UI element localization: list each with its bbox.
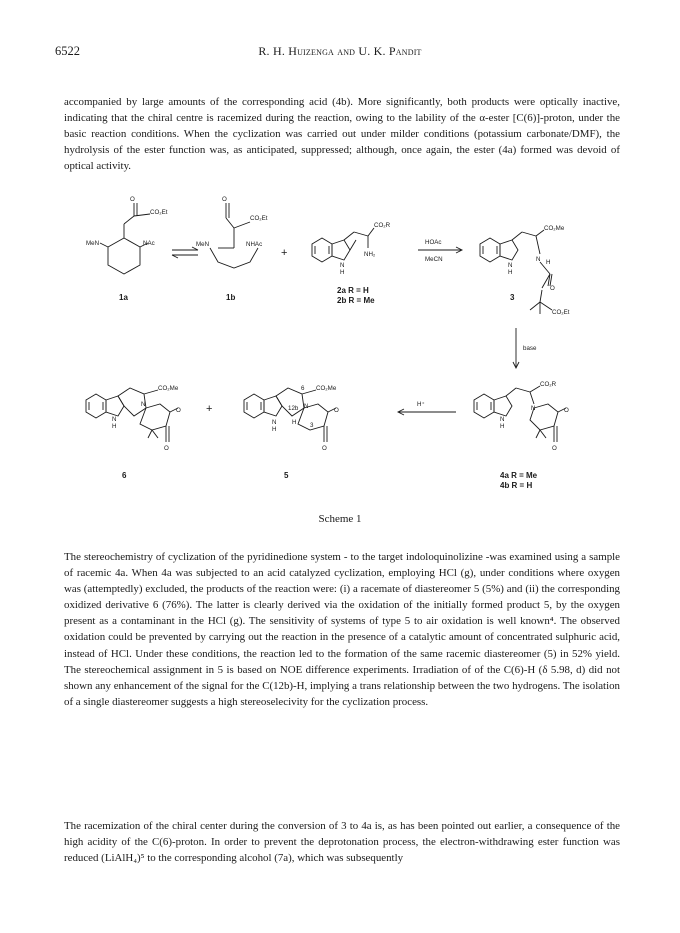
compound-label-2a: 2a R = H <box>337 286 369 295</box>
label-co2et-1a: CO₂Et <box>150 209 168 216</box>
reagent-h-plus: H⁺ <box>417 401 425 408</box>
arrow-base <box>513 328 519 368</box>
structure-1b <box>210 203 258 268</box>
atom-o-4a: O <box>564 407 569 414</box>
atom-o-6a: O <box>176 407 181 414</box>
atom-o-5a: O <box>334 407 339 414</box>
atom-h-12b: H <box>292 419 297 426</box>
atom-n-5: N <box>304 403 309 410</box>
compound-label-1b: 1b <box>226 293 236 302</box>
atom-n-5b: N <box>272 419 277 426</box>
atom-h-2: H <box>340 269 345 276</box>
paragraph-2: The stereochemistry of cyclization of the pyridinedione system - to the target indoloquinolizine -was examined using a sample of racemic 4a. When 4a was subjected to an acid catalyzed cyclization, employing HCl (g), under conditions where oxygen was (attemptedly) excluded, the products of the reaction were: (i) a racemate of diastereomer 5 (5%) and (ii) the corresponding oxidized derivative 6 (76%). The latter is clearly derived via the oxidation of the initially formed product 5, by the oxygen present as a contaminant in the HCl (g). The sensitivity of systems of type 5 to air oxidation is well known⁴. The observed oxidation could be prevented by carrying out the reaction in the presence of a catalytic amount of concentrated sulphuric acid, instead of HCl. Under these conditions, the reaction led to the formation of the same racemic diastereomer (5) in 52% yield. The stereochemical assignment in 5 is based on NOE difference experiments. Irradiation of of the C(6)-H (δ 5.98, d) did not shown any enhancement of the signal for the C(12b)-H, implying a trans relationship between the two hydrogens. The isolation of a single diastereomer suggests a high stereoselecivity for the cyclization process. <box>64 551 620 708</box>
label-nhac-1b: NHAc <box>246 241 263 248</box>
compound-label-1a: 1a <box>119 293 128 302</box>
label-co2et-3: CO₂Et <box>552 309 570 316</box>
structure-3 <box>480 230 552 314</box>
compound-label-4b: 4b R = H <box>500 481 533 490</box>
position-6: 6 <box>301 385 305 392</box>
atom-h-3b: H <box>508 269 513 276</box>
atom-h-3: H <box>546 259 551 266</box>
atom-n-6b: N <box>112 416 117 423</box>
atom-o-4b: O <box>552 445 557 452</box>
atom-n-4b: N <box>500 416 505 423</box>
position-12b: 12b <box>288 405 299 412</box>
scheme-caption: Scheme 1 <box>318 513 362 525</box>
structure-6 <box>86 388 178 442</box>
label-co2me-5: CO₂Me <box>316 385 337 392</box>
page-number: 6522 <box>55 44 80 58</box>
atom-o-1a: O <box>130 196 135 203</box>
structure-4 <box>474 386 566 442</box>
label-co2me-6: CO₂Me <box>158 385 179 392</box>
atom-n-3b: N <box>508 262 513 269</box>
atom-o-1b: O <box>222 196 227 203</box>
label-men-1a: MeN <box>86 240 100 247</box>
atom-n-2: N <box>340 262 345 269</box>
atom-h-5: H <box>272 426 277 433</box>
atom-h-6: H <box>112 423 117 430</box>
atom-o-5b: O <box>322 445 327 452</box>
reagent-mecn: MeCN <box>425 256 443 263</box>
plus-sign-2: + <box>206 403 213 415</box>
structure-5 <box>244 388 336 442</box>
label-men-1b: MeN <box>196 241 210 248</box>
atom-h-4: H <box>500 423 505 430</box>
label-co2me-3: CO₂Me <box>544 225 565 232</box>
compound-label-6: 6 <box>122 471 127 480</box>
running-header: R. H. Huizenga and U. K. Pandit <box>258 44 422 58</box>
label-nh2-2: NH₂ <box>364 251 376 258</box>
plus-sign-1: + <box>281 247 288 259</box>
atom-o-6b: O <box>164 445 169 452</box>
atom-o-3: O <box>550 285 555 292</box>
compound-label-4a: 4a R = Me <box>500 471 538 480</box>
compound-label-5: 5 <box>284 471 289 480</box>
paragraph-3: The racemization of the chiral center during the conversion of 3 to 4a is, as has been pointed out earlier, a consequence of the high acidity of the C(6)-proton. In order to prevent the deprotonation process, the electron-withdrawing ester function was reduced (LiAlH₄)⁵ to the corresponding alcohol (7a), which was subsequently <box>64 820 620 865</box>
equilibrium-arrows <box>172 247 198 258</box>
label-co2r-4: CO₂R <box>540 381 557 388</box>
atom-n-3: N <box>536 256 541 263</box>
compound-label-2b: 2b R = Me <box>337 296 375 305</box>
compound-label-3: 3 <box>510 293 515 302</box>
arrow-acid <box>398 409 456 415</box>
paragraph-1: accompanied by large amounts of the corresponding acid (4b). More significantly, both products were optically inactive, indicating that the chiral centre is racemized during the reaction, owing to the lability of the α-ester [C(6)]-proton, under the basic reaction conditions. When the cyclization was carried out under milder conditions (potassium carbonate/DMF), the hydrolysis of the ester function was, as anticipated, suppressed; although, once again, the ester (4a) formed was devoid of optical activity. <box>64 96 620 173</box>
position-3: 3 <box>310 422 314 429</box>
label-co2et-1b: CO₂Et <box>250 215 268 222</box>
reagent-hoac: HOAc <box>425 239 442 246</box>
reagent-base: base <box>523 345 537 352</box>
label-nac-1a: NAc <box>143 240 155 247</box>
arrow-hoac-mecn <box>418 247 462 253</box>
atom-n-6: N <box>141 401 146 408</box>
structure-1a <box>100 203 150 274</box>
label-co2r-2: CO₂R <box>374 222 391 229</box>
atom-n-4: N <box>531 405 536 412</box>
